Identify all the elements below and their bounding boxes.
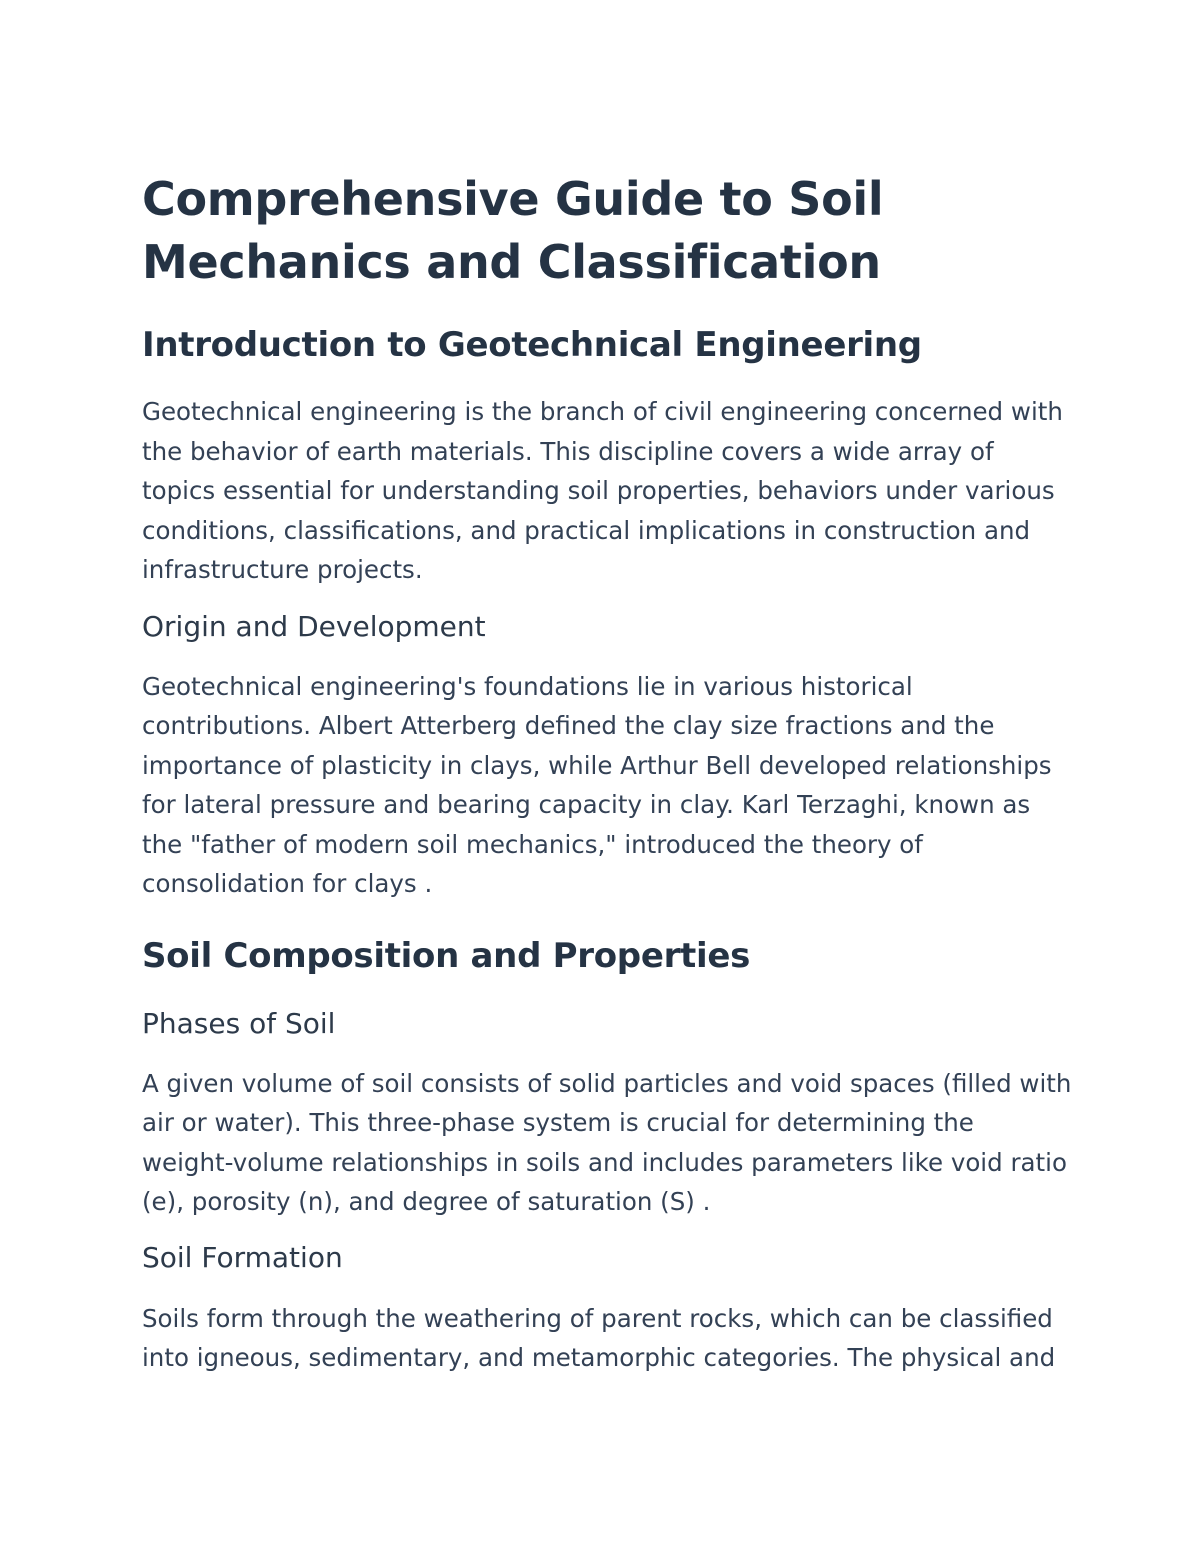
subsection-heading-formation: Soil Formation	[142, 1240, 343, 1274]
introduction-paragraph: Geotechnical engineering is the branch of civil engineering concerned with the behavior of earth materials. This discipline covers a wide array of topics essential for understanding soil properties, behaviors under various conditions, classifications, and practical implications in construction and infrastructure projects.	[142, 397, 1063, 584]
origin-paragraph: Geotechnical engineering's foundations lie in various historical contributions. Albert Atterberg defined the clay size fractions and the importance of plasticity in clays, while Arthur Bell developed relationships for lateral pressure and bearing capacity in clay. Karl Terzaghi, known as the "father of modern soil mechanics," introduced the theory of consolidation for clays .	[142, 671, 1052, 898]
phases-paragraph: A given volume of soil consists of solid particles and void spaces (filled with air or water). This three-phase system is crucial for determining the weight-volume relationships in soils and includes parameters like void ratio (e), porosity (n), and degree of saturation (S) .	[142, 1068, 1072, 1216]
subsection-heading-origin: Origin and Development	[142, 609, 486, 643]
subsection-heading-phases: Phases of Soil	[142, 1006, 336, 1040]
document-page	[142, 168, 1072, 1378]
section-heading-introduction: Introduction to Geotechnical Engineering	[142, 325, 922, 365]
document-title: Comprehensive Guide to Soil Mechanics and Classification	[142, 172, 884, 289]
formation-paragraph: Soils form through the weathering of parent rocks, which can be classified into igneous, sedimentary, and metamorphic categories. The physical and	[142, 1303, 1056, 1372]
section-heading-soil-composition: Soil Composition and Properties	[142, 935, 751, 976]
